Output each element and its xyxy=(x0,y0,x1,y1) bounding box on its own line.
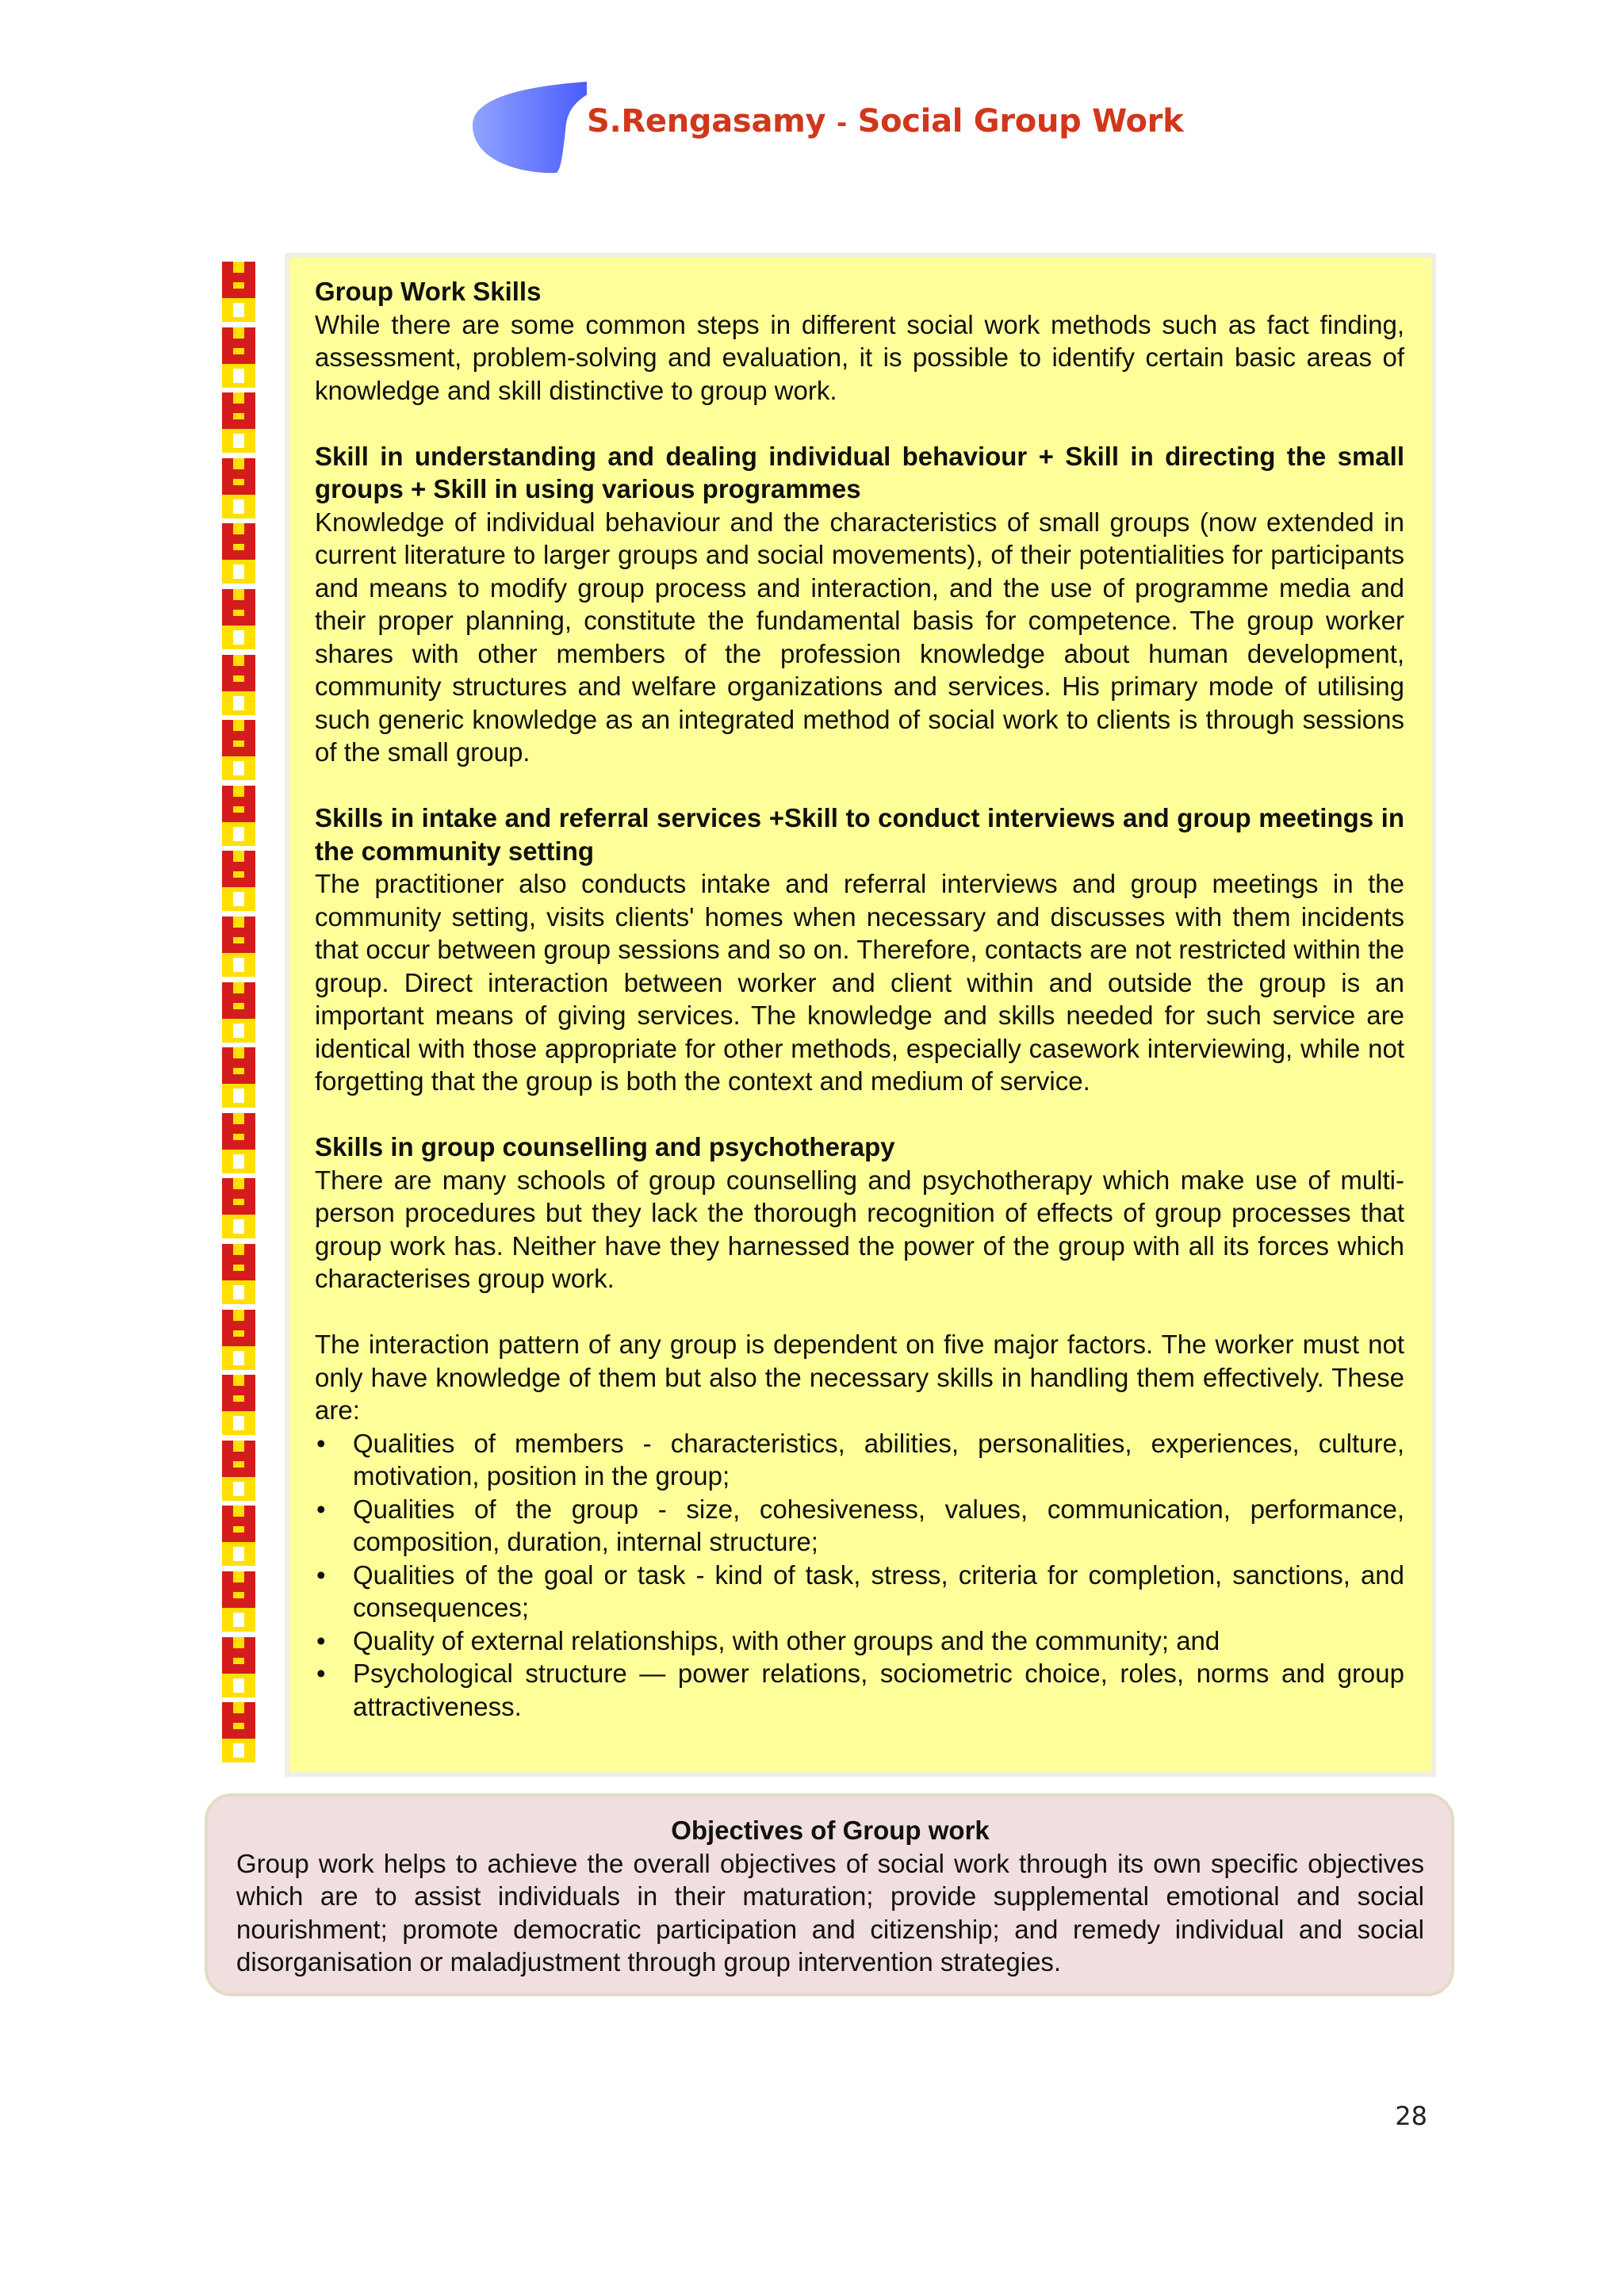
header-title xyxy=(587,103,1183,140)
page-header xyxy=(468,76,1182,179)
skill-body-intake: The practitioner also conducts intake and referral interviews and group meetings in the community setting, visits clients' homes when necessary and discusses with them incidents that occur between group sessions and so on. Therefore, contacts are not restricted within the group. Direct interaction between worker and client within and outside the group is an important means of giving services. The knowledge and skills needed for such service are identical with those appropriate for other methods, especially casework interviewing, while not forgetting that the group is both the context and medium of service. xyxy=(315,869,1404,1096)
list-item: • Qualities of the group - size, cohesiveness, values, communication, performance, composition, duration, internal structure; xyxy=(316,1494,1404,1556)
list-item: • Psychological structure — power relations, sociometric choice, roles, norms and group attractiveness. xyxy=(316,1659,1404,1721)
skill-heading-intake: Skills in intake and referral services +Skill to conduct interviews and group meetings in the community setting xyxy=(315,803,1404,866)
objectives-title: Objectives of Group work xyxy=(671,1816,990,1845)
intro-paragraph: While there are some common steps in different social work methods such as fact finding, assessment, problem-solving and evaluation, it is possible to identify certain basic areas of knowledge and skill distinctive to group work. xyxy=(315,309,1404,405)
skill-body-counselling: There are many schools of group counselling and psychotherapy which make use of multi-person procedures but they lack the thorough recognition of effects of group processes that group work has. Neither have they harnessed the power of the group with all its forces which characterises group work. xyxy=(315,1165,1404,1293)
bullet-icon: • xyxy=(316,1428,326,1458)
header-logo-icon xyxy=(468,76,587,175)
decorative-border xyxy=(222,262,255,1752)
border-tile-icon xyxy=(222,1178,255,1215)
objectives-box xyxy=(205,1793,1454,1996)
border-tile-icon xyxy=(222,1637,255,1674)
bullet-icon: • xyxy=(316,1559,326,1590)
objectives-text: Group work helps to achieve the overall objectives of social work through its own specific objectives which are to assist individuals in their maturation; provide supplemental emotional and social nourishment; promote democratic participation and citizenship; and remedy individual and social disorganisation or maladjustment through group intervention strategies. xyxy=(236,1848,1424,1976)
page-number: 28 xyxy=(1395,2101,1427,2131)
factors-list xyxy=(315,1427,1404,1724)
border-tile-icon xyxy=(222,1244,255,1280)
bullet-icon: • xyxy=(316,1625,326,1655)
header-separator: - xyxy=(836,108,847,138)
border-tile-icon xyxy=(222,786,255,822)
border-tile-icon xyxy=(222,1571,255,1608)
border-tile-icon xyxy=(222,1113,255,1150)
skill-heading-counselling: Skills in group counselling and psychotherapy xyxy=(315,1132,895,1161)
author-name: S.Rengasamy xyxy=(587,103,826,140)
border-tile-icon xyxy=(222,1441,255,1477)
border-tile-icon xyxy=(222,851,255,887)
list-item: • Quality of external relationships, with other groups and the community; and xyxy=(315,1624,1404,1658)
border-tile-icon xyxy=(222,327,255,364)
border-tile-icon xyxy=(222,1702,255,1739)
list-item: • Qualities of the goal or task - kind of task, stress, criteria for completion, sanctions, and consequences; xyxy=(316,1559,1404,1622)
book-subject: Social Group Work xyxy=(857,103,1184,140)
border-tile-icon xyxy=(222,1506,255,1542)
group-work-skills-box xyxy=(289,258,1431,1772)
border-tile-icon xyxy=(222,589,255,626)
border-tile-icon xyxy=(222,655,255,691)
factors-intro: The interaction pattern of any group is dependent on five major factors. The worker must not only have knowledge of them but also the necessary skills in handling them effectively. These are: xyxy=(315,1330,1404,1425)
border-tile-icon xyxy=(222,523,255,560)
skill-body-behaviour: Knowledge of individual behaviour and the characteristics of small groups (now extended in current literature to larger groups and social movements), of their potentialities for participants and means to modify group process and interaction, and the use of programme media and their proper planning, constitute the fundamental basis for competence. The group worker shares with other members of the profession knowledge about human development, community structures and welfare organizations and services. His primary mode of utilising such generic knowledge as an integrated method of social work to clients is through sessions of the small group. xyxy=(315,507,1404,767)
border-tile-icon xyxy=(222,262,255,298)
list-item: • Qualities of members - characteristics, abilities, personalities, experiences, culture, motivation, position in the group; xyxy=(316,1428,1404,1490)
section-title: Group Work Skills xyxy=(315,277,542,306)
border-tile-icon xyxy=(222,458,255,495)
border-tile-icon xyxy=(222,982,255,1019)
border-tile-icon xyxy=(222,1375,255,1411)
border-tile-icon xyxy=(222,1047,255,1084)
border-tile-icon xyxy=(222,392,255,429)
border-tile-icon xyxy=(222,720,255,756)
bullet-icon: • xyxy=(316,1659,326,1688)
border-tile-icon xyxy=(222,916,255,953)
skill-heading-behaviour: Skill in understanding and dealing individual behaviour + Skill in directing the small groups + Skill in using various programmes xyxy=(315,441,1404,503)
border-tile-icon xyxy=(222,1310,255,1346)
bullet-icon: • xyxy=(316,1494,326,1524)
